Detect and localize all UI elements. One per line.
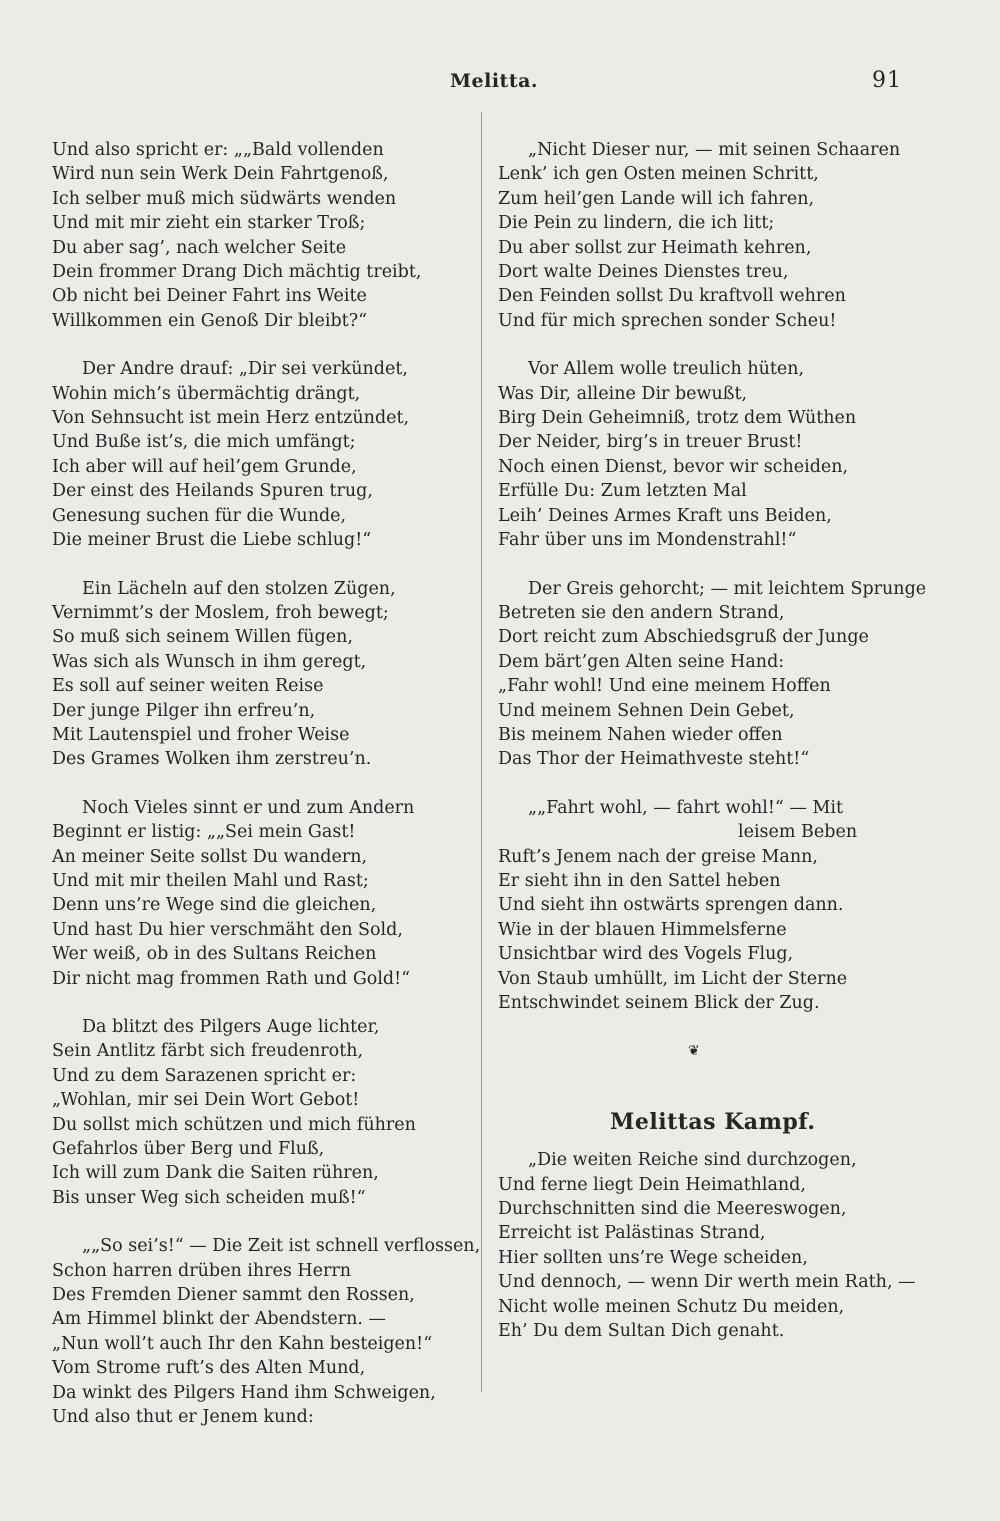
stanza [52, 577, 472, 772]
verse-line: Und für mich sprechen sonder Scheu! [498, 310, 837, 331]
verse-line-continuation: leisem Beben [738, 822, 858, 843]
verse-line: Erreicht ist Palästinas Strand, [498, 1223, 766, 1244]
verse-line: Bis unser Weg sich scheiden muß!“ [52, 1187, 366, 1208]
verse-line: Ein Lächeln auf den stolzen Zügen, [82, 578, 396, 599]
verse-line: Der Andre drauf: „Dir sei verkündet, [82, 359, 408, 380]
verse-line: Schon harren drüben ihres Herrn [52, 1260, 352, 1281]
verse-line: „Nun woll’t auch Ihr den Kahn besteigen!“ [52, 1333, 433, 1354]
verse-line: Vernimmt’s der Moslem, froh bewegt; [52, 602, 389, 623]
verse-line: Und zu dem Sarazenen spricht er: [52, 1065, 357, 1086]
stanza [498, 357, 918, 552]
verse-line: Und sieht ihn ostwärts sprengen dann. [498, 895, 844, 916]
verse-line: Der Neider, birg’s in treuer Brust! [498, 432, 803, 453]
verse-line: So muß sich seinem Willen fügen, [52, 627, 353, 648]
verse-line: Du aber sag’, nach welcher Seite [52, 237, 347, 258]
verse-line: Und hast Du hier verschmäht den Sold, [52, 919, 403, 940]
verse-line: Dein frommer Drang Dich mächtig treibt, [52, 262, 422, 283]
verse-line: Ruft’s Jenem nach der greise Mann, [498, 846, 818, 867]
verse-line: Ob nicht bei Deiner Fahrt ins Weite [52, 286, 367, 307]
verse-line: Dem bärt’gen Alten seine Hand: [498, 651, 785, 672]
stanza [52, 796, 472, 991]
stanza [498, 1148, 918, 1343]
verse-line: Die Pein zu lindern, die ich litt; [498, 213, 775, 234]
verse-line: Da blitzt des Pilgers Auge lichter, [82, 1017, 380, 1037]
verse-line: Des Fremden Diener sammt den Rossen, [52, 1285, 415, 1306]
page-number: 91 [872, 68, 902, 93]
verse-line: Und mit mir zieht ein starker Troß; [52, 213, 366, 234]
verse-line: Vom Strome ruft’s des Alten Mund, [52, 1358, 366, 1379]
verse-line: Du sollst mich schützen und mich führen [52, 1114, 416, 1135]
left-column [52, 138, 481, 1454]
verse-line: Des Grames Wolken ihm zerstreu’n. [52, 749, 372, 770]
verse-line: Den Feinden sollst Du kraftvoll wehren [498, 286, 846, 307]
verse-line: „Nicht Dieser nur, — mit seinen Schaaren [528, 140, 901, 160]
verse-line: Ich aber will auf heil’gem Grunde, [52, 456, 357, 477]
verse-line: Betreten sie den andern Strand, [498, 602, 785, 623]
verse-line: Wird nun sein Werk Dein Fahrtgenoß, [52, 164, 389, 185]
verse-line: Die meiner Brust die Liebe schlug!“ [52, 530, 372, 551]
verse-line: „„So sei’s!“ — Die Zeit ist schnell verflossen, [82, 1236, 481, 1257]
verse-line: Nicht wolle meinen Schutz Du meiden, [498, 1296, 845, 1317]
verse-line: Denn uns’re Wege sind die gleichen, [52, 895, 377, 916]
column-divider [481, 112, 482, 1392]
fleuron-ornament-icon: ❦ [688, 1043, 700, 1060]
verse-line: Von Sehnsucht ist mein Herz entzündet, [52, 408, 410, 429]
verse-line: Lenk’ ich gen Osten meinen Schritt, [498, 164, 819, 185]
verse-line: Zum heil’gen Lande will ich fahren, [498, 188, 815, 209]
verse-line: Willkommen ein Genoß Dir bleibt?“ [52, 310, 368, 331]
verse-line: Ich will zum Dank die Saiten rühren, [52, 1163, 379, 1184]
verse-line: Und also thut er Jenem kund: [52, 1407, 314, 1428]
verse-line: Noch Vieles sinnt er und zum Andern [82, 797, 415, 818]
verse-line: Und meinem Sehnen Dein Gebet, [498, 700, 795, 721]
stanza [52, 1234, 481, 1429]
verse-line: Entschwindet seinem Blick der Zug. [498, 993, 820, 1013]
stanza [498, 796, 918, 1016]
verse-line: „Die weiten Reiche sind durchzogen, [528, 1150, 857, 1171]
section-title: Melittas Kampf. [610, 1108, 816, 1135]
verse-line: Unsichtbar wird des Vogels Flug, [498, 944, 794, 965]
verse-line: Dort walte Deines Dienstes treu, [498, 262, 789, 283]
verse-line: Sein Antlitz färbt sich freudenroth, [52, 1041, 364, 1062]
verse-line: Und dennoch, — wenn Dir werth mein Rath, — [498, 1272, 916, 1293]
stanza [498, 577, 927, 772]
verse-line: Genesung suchen für die Wunde, [52, 505, 347, 526]
verse-line: Am Himmel blinkt der Abendstern. — [52, 1309, 387, 1330]
verse-line: Was Dir, alleine Dir bewußt, [498, 383, 748, 404]
verse-line: Mit Lautenspiel und froher Weise [52, 724, 350, 745]
verse-line: Fahr über uns im Mondenstrahl!“ [498, 530, 797, 551]
verse-line: Der Greis gehorcht; — mit leichtem Sprunge [528, 578, 927, 599]
running-head [0, 68, 1000, 102]
verse-line: Noch einen Dienst, bevor wir scheiden, [498, 456, 849, 477]
verse-line: Hier sollten uns’re Wege scheiden, [498, 1247, 808, 1268]
verse-line: Durchschnitten sind die Meereswogen, [498, 1199, 847, 1220]
verse-line: Dort reicht zum Abschiedsgruß der Junge [498, 627, 869, 648]
verse-line: Der einst des Heilands Spuren trug, [52, 481, 373, 502]
verse-line: „Wohlan, mir sei Dein Wort Gebot! [52, 1090, 360, 1111]
verse-line: Er sieht ihn in den Sattel heben [498, 870, 781, 891]
verse-line: Dir nicht mag frommen Rath und Gold!“ [52, 968, 411, 989]
stanza [52, 357, 472, 552]
verse-line: Und also spricht er: „„Bald vollenden [52, 140, 384, 160]
verse-line: Was sich als Wunsch in ihm geregt, [52, 651, 367, 672]
verse-line: Wer weiß, ob in des Sultans Reichen [52, 944, 377, 965]
verse-line: „Fahr wohl! Und eine meinem Hoffen [498, 676, 831, 697]
verse-line: Gefahrlos über Berg und Fluß, [52, 1139, 325, 1160]
verse-line: Erfülle Du: Zum letzten Mal [498, 481, 747, 502]
verse-line: Wie in der blauen Himmelsferne [498, 919, 787, 940]
verse-line: An meiner Seite sollst Du wandern, [52, 846, 368, 867]
verse-line: Wohin mich’s übermächtig drängt, [52, 383, 361, 404]
verse-line: Du aber sollst zur Heimath kehren, [498, 237, 812, 258]
verse-line: Und ferne liegt Dein Heimathland, [498, 1174, 806, 1195]
stanza [52, 138, 472, 333]
verse-line: Beginnt er listig: „„Sei mein Gast! [52, 822, 356, 843]
running-title: Melitta. [450, 70, 539, 92]
verse-line: Eh’ Du dem Sultan Dich genaht. [498, 1321, 785, 1342]
right-column [498, 138, 927, 1367]
verse-line: Und mit mir theilen Mahl und Rast; [52, 870, 369, 891]
verse-line: Vor Allem wolle treulich hüten, [528, 359, 805, 380]
verse-line: Bis meinem Nahen wieder offen [498, 724, 783, 745]
verse-line: Ich selber muß mich südwärts wenden [52, 188, 397, 209]
verse-line: Der junge Pilger ihn erfreu’n, [52, 700, 316, 721]
verse-line: Das Thor der Heimathveste steht!“ [498, 749, 810, 770]
stanza [52, 1015, 472, 1210]
stanza [498, 138, 918, 333]
verse-line: Birg Dein Geheimniß, trotz dem Wüthen [498, 408, 857, 429]
verse-line: Und Buße ist’s, die mich umfängt; [52, 432, 356, 453]
verse-line: Von Staub umhüllt, im Licht der Sterne [498, 968, 848, 989]
verse-line: „„Fahrt wohl, — fahrt wohl!“ — Mit [528, 797, 843, 818]
verse-line: Da winkt des Pilgers Hand ihm Schweigen, [52, 1382, 436, 1403]
verse-line: Leih’ Deines Armes Kraft uns Beiden, [498, 505, 832, 526]
verse-line: Es soll auf seiner weiten Reise [52, 676, 324, 697]
